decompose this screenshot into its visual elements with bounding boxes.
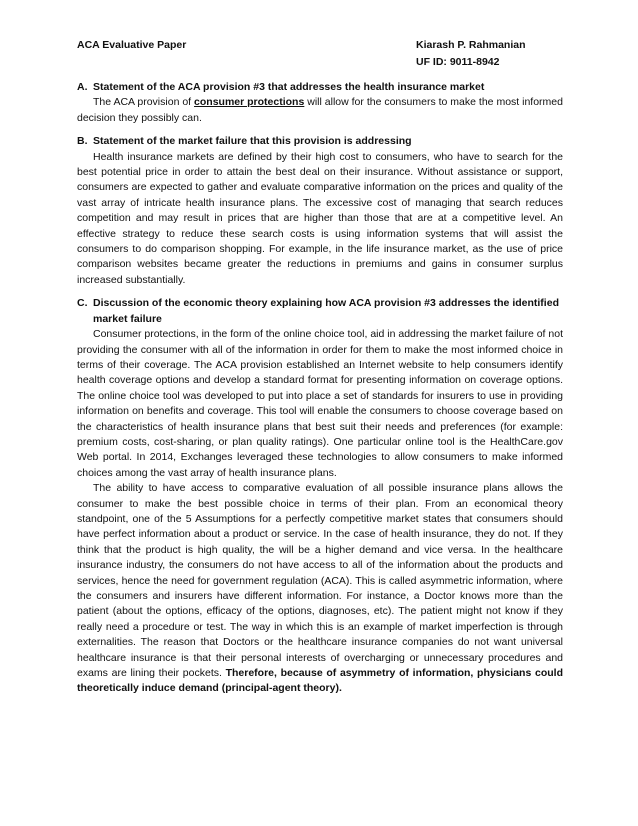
section-a-heading-text: Statement of the ACA provision #3 that addresses the health insurance market [93,81,485,93]
section-c-heading [77,296,563,327]
document-header [77,38,563,72]
section-c-paragraph-1: Consumer protections, in the form of the online choice tool, aid in addressing the market failure of not providing the consumer with all of the information in order for them to make the most informed choice in terms of their coverage. The ACA provision established an Internet website to help consumers identify health coverage options and develop a standard format for presenting information on coverage options. The online choice tool was developed to put into place a set of standards for insurers to use in providing information on benefits and coverage. This tool will enable the consumers to choose coverage based on the characteristics of health insurance plans that best suit their needs and preferences (for example: premium costs, cost-sharing, or plan quality ratings). One particular online tool is the HealthCare.gov Web portal. In 2014, Exchanges leveraged these technologies to allow consumers to make informed choices among the vast array of health insurance plans. [77,328,563,479]
section-c-p2-text: The ability to have access to comparative evaluation of all possible insurance plans allows the consumer to make the best possible choice in terms of their plan. From an economical theory standpoint, one of the 5 Assumptions for a perfectly competitive market states that consumers should have perfect information about a product or service. In the case of health insurance, they do not. If they think that the product is high quality, the will be a higher demand and vice versa. In the healthcare insurance industry, the consumers do not have access to all of the information about the products and services, hence the need for government regulation (ACA). This is called asymmetric information, where the consumers and insurers have different information. For instance, a Doctor knows more than the patient (about the options, efficacy of the options, diagnoses, etc). The patient might not know if they really need a procedure or test. The way in which this is an example of market imperfection is through externalities. The reason that Doctors or the healthcare insurance companies do not want universal healthcare insurance is that their personal interests of overcharging or unnecessary procedures and exams are lining their pockets. [77,482,563,680]
section-b-paragraph: Health insurance markets are defined by their high cost to consumers, who have to search for the best potential price in order to attain the best deal on their insurance. Without assistance or support, consumers are expected to gather and evaluate comparative information on the prices and quality of the vast array of intricate health insurance plans. The excessive cost of managing that search reduces competition and may result in prices that are higher than those that are at a competitive level. An effective strategy to reduce these search costs is using information systems that will assist the consumers to do comparison shopping. For example, in the life insurance market, as the use of price comparison websites became greater the reductions in premiums and gains in consumer surplus increased substantially. [77,150,563,286]
section-a-text-before: The ACA provision of [93,96,195,109]
document-page [77,38,563,697]
author-name: Kiarash P. Rahmanian [416,39,526,51]
section-c [77,296,563,697]
section-c-label: C. [77,297,88,310]
section-c-heading-text: Discussion of the economic theory explaining how ACA provision #3 addresses the identified market failure [93,297,559,325]
section-c-p2-bold-conclusion: Therefore, because of asymmetry of information, physicians could theoretically induce demand (principal-agent theory). [77,667,563,695]
section-a-heading [77,80,563,95]
section-b [77,134,563,288]
section-a-underlined-term: consumer protections [194,96,305,109]
section-b-heading-text: Statement of the market failure that this provision is addressing [93,135,412,148]
section-a-text-after: will allow for the consumers to make the most informed decision they possibly can. [77,96,563,124]
section-a-paragraph [77,95,563,126]
author-block [416,38,526,72]
section-a-label: A. [77,81,88,93]
section-b-heading [77,134,563,149]
section-b-label: B. [77,135,88,148]
paper-title: ACA Evaluative Paper [77,39,187,51]
uf-id: UF ID: 9011-8942 [416,56,500,68]
section-a [77,80,563,126]
section-c-paragraph-2 [77,481,563,697]
